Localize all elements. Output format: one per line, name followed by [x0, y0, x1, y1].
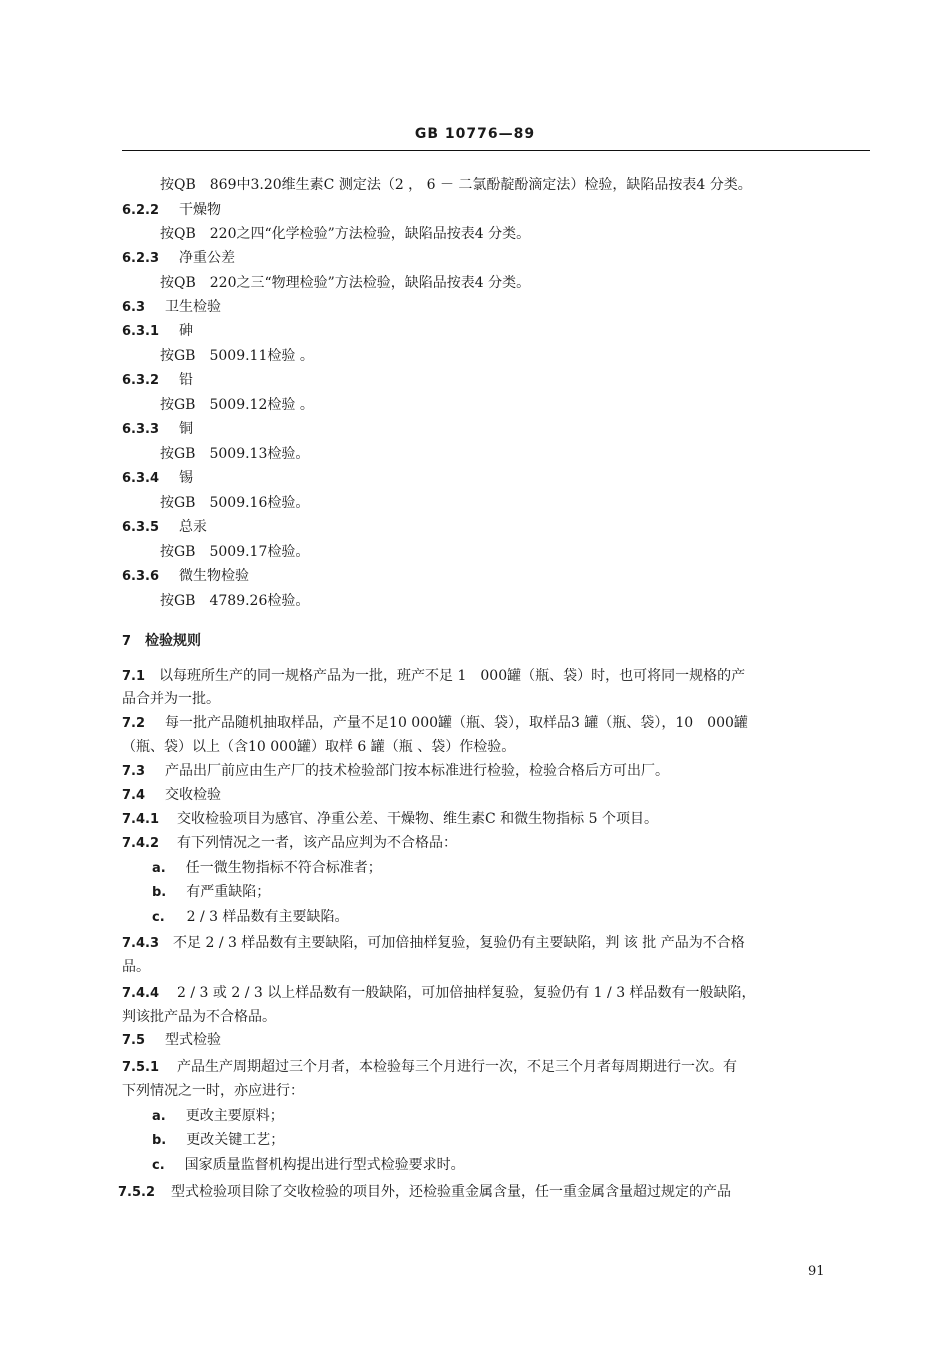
- text-line: [160, 543, 309, 561]
- text-line: [122, 1008, 276, 1026]
- section-title: 锡: [179, 470, 194, 486]
- section-title: 交收检验: [165, 787, 222, 803]
- clause-line: [122, 714, 748, 733]
- clause-number: 7.5.1: [122, 1060, 160, 1075]
- section-heading: [122, 469, 193, 488]
- line-text: 按GB 5009.17检验。: [160, 544, 310, 560]
- clause-line: [118, 1183, 731, 1202]
- line-text: 按GB 5009.13检验。: [160, 446, 310, 462]
- list-marker: b.: [152, 885, 167, 900]
- list-item: [152, 859, 382, 878]
- list-text: 更改关键工艺；: [186, 1132, 285, 1148]
- list-marker: a.: [152, 1109, 166, 1124]
- clause-line: [122, 762, 669, 781]
- list-text: 2 / 3 样品数有主要缺陷。: [186, 909, 349, 925]
- section-number: 6.2.2: [122, 203, 160, 218]
- line-text: 按GB 5009.16检验。: [160, 495, 310, 511]
- section-number: 6.3.3: [122, 422, 160, 437]
- list-item: [152, 1107, 284, 1126]
- text-line: [160, 494, 309, 512]
- list-text: 国家质量监督机构提出进行型式检验要求时。: [184, 1157, 465, 1173]
- clause-text: 产品出厂前应由生产厂的技术检验部门按本标准进行检验，检验合格后方可出厂。: [165, 763, 670, 779]
- clause-text: 有下列情况之一者，该产品应判为不合格品：: [177, 835, 458, 851]
- clause-number: 7.4.4: [122, 986, 160, 1001]
- line-text: 按GB 5009.12检验 。: [160, 397, 314, 413]
- section-number: 6.3.5: [122, 520, 160, 535]
- section-title: 型式检验: [165, 1032, 222, 1048]
- clause-number: 7.3: [122, 764, 146, 779]
- clause-number: 7.4.3: [122, 936, 160, 951]
- text-line: [160, 592, 309, 610]
- clause-line: [122, 934, 745, 953]
- clause-text: 以每班所生产的同一规格产品为一批，班产不足 1 000罐（瓶、袋）时，也可将同一规格的产: [159, 668, 746, 684]
- text-line: [160, 445, 309, 463]
- clause-text: 不足 2 / 3 样品数有主要缺陷，可加倍抽样复验，复验仍有主要缺陷，判 该 批 产品为不合格: [173, 935, 745, 951]
- section-heading: [122, 567, 249, 586]
- clause-line: [122, 1058, 737, 1077]
- document-header: GB 10776—89: [414, 126, 536, 142]
- section-number: 6.3.4: [122, 471, 160, 486]
- chapter-number: 7: [122, 634, 132, 649]
- section-title: 卫生检验: [165, 299, 222, 315]
- section-heading: [122, 249, 235, 268]
- section-heading: [122, 1031, 221, 1050]
- text-line: [160, 225, 530, 243]
- section-heading: [122, 298, 221, 317]
- section-title: 净重公差: [179, 250, 236, 266]
- clause-text: 每一批产品随机抽取样品，产量不足10 000罐（瓶、袋），取样品3 罐（瓶、袋），10 000罐: [165, 715, 748, 731]
- list-item: [152, 1156, 465, 1175]
- text-line: [122, 1082, 304, 1100]
- section-number: 7.4: [122, 788, 146, 803]
- section-heading: [122, 201, 221, 220]
- list-item: [152, 883, 270, 902]
- clause-number: 7.2: [122, 716, 146, 731]
- section-title: 砷: [179, 323, 194, 339]
- section-number: 6.3.1: [122, 324, 160, 339]
- line-text: 判该批产品为不合格品。: [122, 1009, 276, 1025]
- page-number: 91: [808, 1264, 825, 1279]
- section-heading: [122, 518, 207, 537]
- text-line: [160, 396, 314, 414]
- list-item: [152, 908, 349, 927]
- section-number: 6.3: [122, 300, 146, 315]
- clause-line: [122, 810, 658, 829]
- line-text: （瓶、袋）以上（含10 000罐）取样 6 罐（瓶 、袋）作检验。: [122, 739, 516, 755]
- section-number: 7.5: [122, 1033, 146, 1048]
- section-heading: [122, 420, 193, 439]
- text-line: [160, 176, 752, 194]
- clause-line: [122, 984, 756, 1003]
- clause-number: 7.4.1: [122, 812, 160, 827]
- section-title: 铅: [179, 372, 194, 388]
- text-line: [122, 738, 515, 756]
- clause-line: [122, 834, 457, 853]
- section-title: 微生物检验: [179, 568, 250, 584]
- text-line: [160, 347, 314, 365]
- section-number: 6.3.6: [122, 569, 160, 584]
- clause-text: 型式检验项目除了交收检验的项目外，还检验重金属含量，任一重金属含量超过规定的产品: [171, 1184, 732, 1200]
- list-marker: c.: [152, 910, 165, 925]
- line-text: 按QB 869中3.20维生素C 测定法（2 ， 6 － 二氯酚靛酚滴定法）检验，缺陷品按表4 分类。: [160, 177, 752, 193]
- clause-number: 7.5.2: [118, 1185, 156, 1200]
- clause-text: 产品生产周期超过三个月者，本检验每三个月进行一次，不足三个月者每周期进行一次。有: [177, 1059, 738, 1075]
- line-text: 按GB 5009.11检验 。: [160, 348, 314, 364]
- section-heading: [122, 786, 221, 805]
- section-heading: [122, 322, 193, 341]
- chapter-title: 检验规则: [145, 633, 202, 649]
- list-marker: c.: [152, 1158, 165, 1173]
- list-item: [152, 1131, 284, 1150]
- text-line: [122, 958, 150, 976]
- chapter-heading: [122, 632, 201, 651]
- clause-number: 7.1: [122, 669, 146, 684]
- clause-line: [122, 667, 745, 686]
- list-text: 任一微生物指标不符合标准者；: [185, 860, 382, 876]
- clause-number: 7.4.2: [122, 836, 160, 851]
- line-text: 按QB 220之四“化学检验”方法检验，缺陷品按表4 分类。: [160, 226, 531, 242]
- section-number: 6.2.3: [122, 251, 160, 266]
- text-line: [160, 274, 530, 292]
- line-text: 按QB 220之三“物理检验”方法检验，缺陷品按表4 分类。: [160, 275, 531, 291]
- clause-text: 2 / 3 或 2 / 3 以上样品数有一般缺陷，可加倍抽样复验，复验仍有 1 / 3 样品数有一般缺陷，: [177, 985, 756, 1001]
- section-title: 总汞: [179, 519, 208, 535]
- line-text: 品合并为一批。: [122, 691, 220, 707]
- section-heading: [122, 371, 193, 390]
- header-rule: [122, 150, 870, 151]
- line-text: 品。: [122, 959, 150, 975]
- clause-text: 交收检验项目为感官、净重公差、干燥物、维生素C 和微生物指标 5 个项目。: [177, 811, 658, 827]
- text-line: [122, 690, 220, 708]
- line-text: 下列情况之一时，亦应进行：: [122, 1083, 304, 1099]
- list-text: 有严重缺陷；: [186, 884, 271, 900]
- list-marker: a.: [152, 861, 166, 876]
- section-title: 干燥物: [179, 202, 222, 218]
- list-text: 更改主要原料；: [185, 1108, 284, 1124]
- line-text: 按GB 4789.26检验。: [160, 593, 310, 609]
- section-title: 铜: [179, 421, 194, 437]
- section-number: 6.3.2: [122, 373, 160, 388]
- list-marker: b.: [152, 1133, 167, 1148]
